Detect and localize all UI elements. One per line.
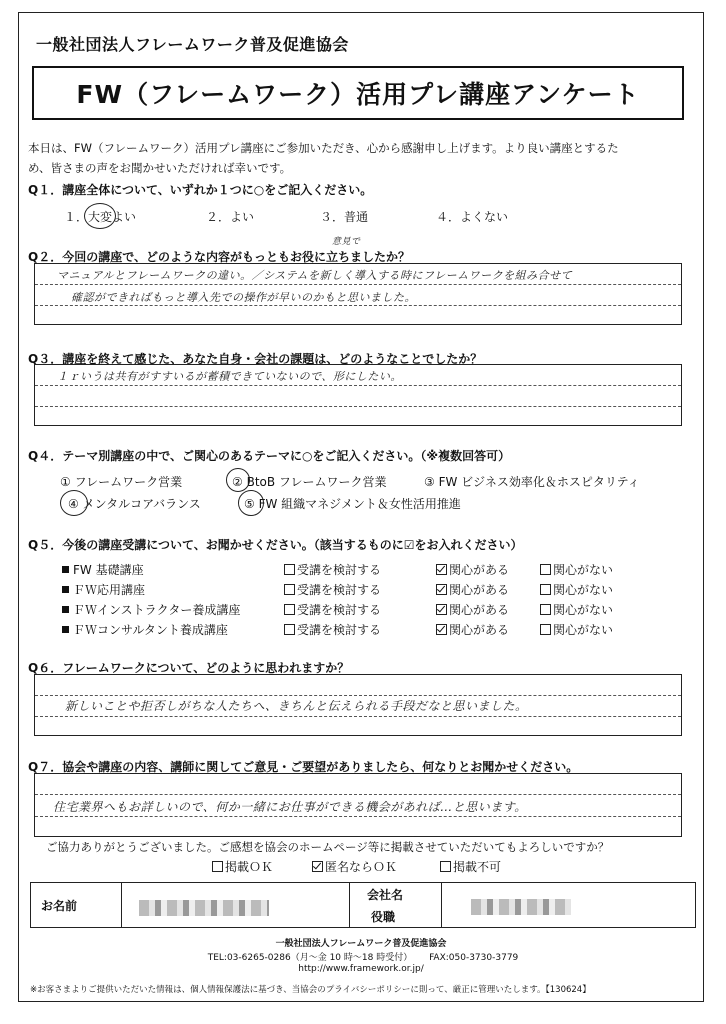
q5-row-4-consider[interactable]: [284, 621, 381, 638]
q4-item-2-num: ②: [232, 475, 243, 489]
q2-answer-line-2: 確認ができればもっと導入先での操作が早いのかもと思いました。: [71, 291, 416, 304]
q5-course-2: [62, 581, 145, 598]
checkbox-label: 受講を検討する: [297, 623, 382, 637]
checkbox[interactable]: [540, 624, 551, 635]
q5-course-4: [62, 621, 228, 638]
answer-line: [35, 794, 681, 795]
q5-course-3-label: ＦＷインストラクター養成講座: [73, 603, 241, 617]
q5-course-1-label: FW 基礎講座: [73, 563, 144, 577]
q5-row-1-consider[interactable]: [284, 561, 381, 578]
q5-row-3-interested[interactable]: [436, 601, 509, 618]
q5-course-1: [62, 561, 144, 578]
q4-item-5-text: FW 組織マネジメント＆女性活用推進: [258, 497, 461, 511]
answer-line: [35, 406, 681, 407]
q4-item-4-text: メンタルコアバランス: [82, 497, 201, 511]
q5-course-4-label: ＦＷコンサルタント養成講座: [73, 623, 228, 637]
q5-row-4-not-interested[interactable]: [540, 621, 613, 638]
checkbox[interactable]: [540, 604, 551, 615]
q4-item-2[interactable]: [232, 473, 386, 490]
bullet-square: [62, 626, 69, 633]
q4-item-4-circle: [60, 490, 88, 516]
q2-answer-line-1: マニュアルとフレームワークの違い。／システムを新しく導入する時にフレームワークを組み合せて: [57, 269, 573, 282]
q5-label: Q５．今後の講座受講について、お聞かせください。（該当するものに☑をお入れください）: [28, 538, 523, 552]
answer-line: [35, 816, 681, 817]
footer-url[interactable]: http://www.framework.or.jp/: [298, 964, 424, 974]
answer-line: [35, 695, 681, 696]
checkbox-checked[interactable]: [436, 584, 447, 595]
checkbox[interactable]: [284, 624, 295, 635]
company-label: 会社名: [367, 888, 404, 902]
q1-option-1[interactable]: １．大変よい: [64, 210, 137, 224]
footer-fax: FAX:050-3730-3779: [429, 953, 519, 963]
q5-course-3: [62, 601, 240, 618]
q2-label: Q２．今回の講座で、どのような内容がもっともお役に立ちましたか？: [28, 250, 410, 264]
checkbox[interactable]: [540, 564, 551, 575]
intro-text: [28, 138, 698, 178]
q5-row-4-interested[interactable]: [436, 621, 509, 638]
checkbox-checked[interactable]: [436, 624, 447, 635]
checkbox-label: 関心がない: [553, 583, 614, 597]
checkbox[interactable]: [440, 861, 451, 872]
checkbox[interactable]: [284, 604, 295, 615]
answer-line: [35, 385, 681, 386]
checkbox-label: 関心がある: [449, 583, 510, 597]
table-divider: [441, 883, 442, 927]
q5-row-2-consider[interactable]: [284, 581, 381, 598]
q4-item-3[interactable]: [424, 473, 640, 490]
name-label: お名前: [41, 899, 78, 913]
consent-option-anonymous[interactable]: [312, 858, 397, 875]
signature-table: [30, 882, 696, 928]
q1-label: Q１．講座全体について、いずれか１つに○をご記入ください。: [28, 183, 373, 197]
q4-item-1[interactable]: [60, 473, 182, 490]
privacy-notice: ※お客さまよりご提供いただいた情報は、個人情報保護法に基づき、当協会のプライバシーポリシーに則って、厳正に管理いたします。【130624】: [30, 985, 591, 995]
checkbox-checked[interactable]: [312, 861, 323, 872]
checkbox-label: 匿名ならＯＫ: [325, 860, 398, 874]
q4-label: Q４．テーマ別講座の中で、ご関心のあるテーマに○をご記入ください。（※複数回答可）: [28, 449, 511, 463]
q7-answer-line-1: 住宅業界へもお詳しいので、何か一緒にお仕事ができる機会があれば…と思います。: [53, 800, 527, 814]
q5-row-2-not-interested[interactable]: [540, 581, 613, 598]
consent-option-no[interactable]: [440, 858, 501, 875]
q3-answer-line-1: １ｒいうは共有がすすいるが蓄積できていないので、形にしたい。: [57, 370, 402, 383]
q3-label: Q３．講座を終えて感じた、あなた自身・会社の課題は、どのようなことでしたか？: [28, 352, 483, 366]
bullet-square: [62, 586, 69, 593]
answer-line: [35, 305, 681, 306]
footer-org: 一般社団法人フレームワーク普及促進協会: [275, 939, 447, 949]
answer-line: [35, 716, 681, 717]
q1-option-3[interactable]: ３．普通: [320, 210, 369, 224]
q7-answer-box[interactable]: [34, 773, 682, 837]
company-redacted: [471, 899, 571, 915]
consent-option-ok[interactable]: [212, 858, 273, 875]
position-label: 役職: [371, 910, 396, 924]
q4-item-5-circle: [238, 490, 264, 516]
checkbox-label: 関心がある: [449, 563, 510, 577]
checkbox-label: 関心がある: [449, 623, 510, 637]
checkbox-label: 関心がない: [553, 603, 614, 617]
bullet-square: [62, 606, 69, 613]
q2-annotation: 意見で: [332, 237, 361, 247]
q5-row-1-not-interested[interactable]: [540, 561, 613, 578]
name-redacted: [139, 900, 269, 916]
intro-line-2: め、皆さまの声をお聞かせいただければ幸いです。: [28, 161, 292, 175]
checkbox-label: 関心がない: [553, 563, 614, 577]
q4-item-1-text: フレームワーク営業: [74, 475, 183, 489]
checkbox-label: 受講を検討する: [297, 563, 382, 577]
table-divider: [121, 883, 122, 927]
q6-answer-line-1: 新しいことや拒否しがちな人たちへ、きちんと伝えられる手段だなと思いました。: [65, 699, 528, 713]
answer-line: [35, 284, 681, 285]
checkbox-label: 関心がない: [553, 623, 614, 637]
survey-title: FW（フレームワーク）活用プレ講座アンケート: [76, 80, 640, 109]
checkbox-checked[interactable]: [436, 564, 447, 575]
checkbox[interactable]: [284, 564, 295, 575]
q1-option-4[interactable]: ４．よくない: [436, 210, 509, 224]
checkbox-checked[interactable]: [436, 604, 447, 615]
q2-answer-box[interactable]: [34, 263, 682, 325]
checkbox[interactable]: [212, 861, 223, 872]
q7-label: Q７．協会や講座の内容、講師に関してご意見・ご要望がありましたら、何なりとお聞かせください。: [28, 760, 579, 774]
checkbox-label: 掲載ＯＫ: [225, 860, 274, 874]
intro-line-1: 本日は、FW（フレームワーク）活用プレ講座にご参加いただき、心から感謝申し上げます。より良い講座とするた: [28, 141, 619, 155]
q5-row-3-not-interested[interactable]: [540, 601, 613, 618]
checkbox[interactable]: [540, 584, 551, 595]
q1-selection-circle: [84, 203, 116, 229]
q4-item-5-num: ⑤: [244, 497, 255, 511]
q4-item-3-text: FW ビジネス効率化＆ホスピタリティ: [438, 475, 640, 489]
q5-row-3-consider[interactable]: [284, 601, 381, 618]
q5-course-2-label: ＦＷ応用講座: [73, 583, 146, 597]
footer-contact: [0, 950, 726, 963]
q4-item-5[interactable]: [244, 495, 461, 512]
q6-label: Q６．フレームワークについて、どのように思われますか？: [28, 661, 350, 675]
q4-item-4-num: ④: [68, 497, 79, 511]
q6-answer-box[interactable]: [34, 674, 682, 736]
checkbox-label: 掲載不可: [453, 860, 502, 874]
q5-row-2-interested[interactable]: [436, 581, 509, 598]
table-divider: [349, 883, 350, 927]
q4-item-1-num: ①: [60, 475, 71, 489]
q5-row-1-interested[interactable]: [436, 561, 509, 578]
footer-tel: TEL:03-6265-0286（月～金 10 時～18 時受付）: [207, 953, 413, 963]
organization-name: 一般社団法人フレームワーク普及促進協会: [36, 35, 349, 54]
q3-answer-box[interactable]: [34, 364, 682, 426]
checkbox[interactable]: [284, 584, 295, 595]
consent-question: ご協力ありがとうございました。ご感想を協会のホームページ等に掲載させていただいてもよろしいですか？: [46, 840, 610, 854]
title-box: [32, 66, 684, 120]
checkbox-label: 受講を検討する: [297, 603, 382, 617]
q4-item-2-text: BtoB フレームワーク営業: [246, 475, 387, 489]
q4-item-2-circle: [226, 468, 250, 492]
checkbox-label: 受講を検討する: [297, 583, 382, 597]
q1-option-2[interactable]: ２．よい: [206, 210, 255, 224]
bullet-square: [62, 566, 69, 573]
checkbox-label: 関心がある: [449, 603, 510, 617]
q4-item-3-num: ③: [424, 475, 435, 489]
